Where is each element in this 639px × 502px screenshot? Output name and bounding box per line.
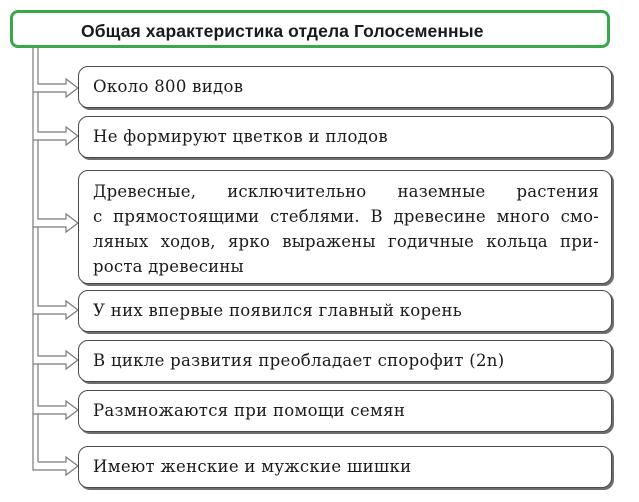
arrow-item-4: [33, 301, 78, 319]
item-text: Имеют женские и мужские шишки: [93, 457, 412, 476]
page-title: Общая характеристика отдела Голосеменные: [81, 21, 484, 41]
item-line: с прямостоящими стеблями. В древесине много смо-: [93, 207, 599, 226]
item-line: Древесные, исключительно наземные растения: [93, 182, 599, 201]
item-line: роста древесины: [93, 257, 244, 276]
item-text: У них впервые появился главный корень: [93, 301, 463, 320]
item-box-woody-plants: [78, 170, 612, 284]
item-box-seeds: [78, 390, 612, 432]
item-box-main-root: [78, 290, 612, 332]
item-multiline-text: [93, 179, 599, 279]
arrow-item-6: [33, 401, 78, 419]
item-text: Около 800 видов: [93, 77, 244, 96]
item-box-species-count: [78, 66, 612, 108]
arrow-item-5: [33, 351, 78, 369]
item-box-cones: [78, 446, 612, 488]
item-line: ляных ходов, ярко выражены годичные кольца при-: [93, 232, 599, 251]
header-box: [10, 10, 610, 48]
arrow-item-7: [33, 457, 78, 475]
arrow-item-3: [33, 214, 78, 232]
arrow-item-1: [33, 79, 78, 97]
item-text: В цикле развития преобладает спорофит (2n): [93, 351, 505, 370]
arrow-item-2: [33, 127, 78, 145]
item-text: Не формируют цветков и плодов: [93, 127, 388, 146]
item-box-sporophyte: [78, 340, 612, 382]
item-text: Размножаются при помощи семян: [93, 401, 406, 420]
item-box-no-flowers: [78, 116, 612, 158]
